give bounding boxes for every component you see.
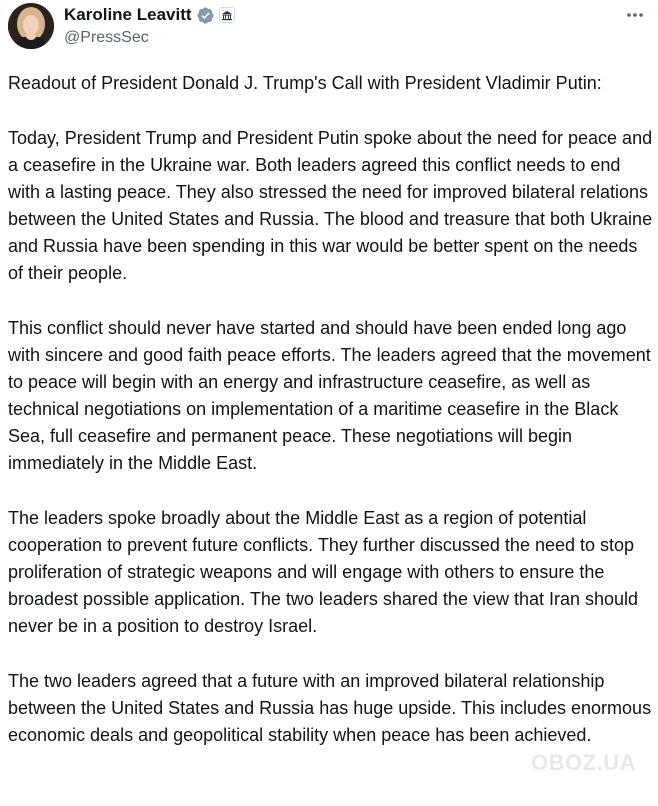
tweet-paragraph-3: The leaders spoke broadly about the Middle East as a region of potential cooperation to prevent future conflicts. They further discussed the need to stop proliferation of strategic weapons and will engage with others to ensure the broadest possible application. The two leaders shared the view that Iran should never be in a position to destroy Israel. bbox=[8, 508, 639, 636]
avatar[interactable] bbox=[8, 3, 54, 49]
tweet-header bbox=[0, 0, 658, 56]
tweet-paragraph-2: This conflict should never have started and should have been ended long ago with sincere and good faith peace efforts. The leaders agreed that the movement to peace will begin with an energy and infrastructure ceasefire, as well as technical negotiations on implementation of a maritime ceasefire in the Black Sea, full ceasefire and permanent peace. These negotiations will begin immediately in the Middle East. bbox=[8, 318, 651, 473]
more-options-icon[interactable] bbox=[624, 4, 646, 26]
user-handle[interactable]: @PressSec bbox=[64, 29, 149, 46]
tweet-paragraph-4: The two leaders agreed that a future with an improved bilateral relationship between the United States and Russia has huge upside. This includes enormous economic deals and geopolitical stability when peace has been achieved. bbox=[8, 671, 652, 745]
tweet-text bbox=[8, 70, 656, 749]
tweet-title: Readout of President Donald J. Trump's Call with President Vladimir Putin: bbox=[8, 73, 602, 93]
display-name[interactable]: Karoline Leavitt bbox=[64, 5, 192, 24]
verified-badge-icon[interactable] bbox=[196, 6, 215, 25]
white-house-icon[interactable] bbox=[219, 7, 235, 23]
tweet-paragraph-1: Today, President Trump and President Putin spoke about the need for peace and a ceasefire in the Ukraine war. Both leaders agreed this conflict needs to end with a lasting peace. They also stressed the need for improved bilateral relations between the United States and Russia. The blood and treasure that both Ukraine and Russia have been spending in this war would be better spent on the needs of their people. bbox=[8, 128, 653, 283]
name-row bbox=[64, 4, 235, 26]
watermark: OBOZ.UA bbox=[531, 750, 636, 775]
